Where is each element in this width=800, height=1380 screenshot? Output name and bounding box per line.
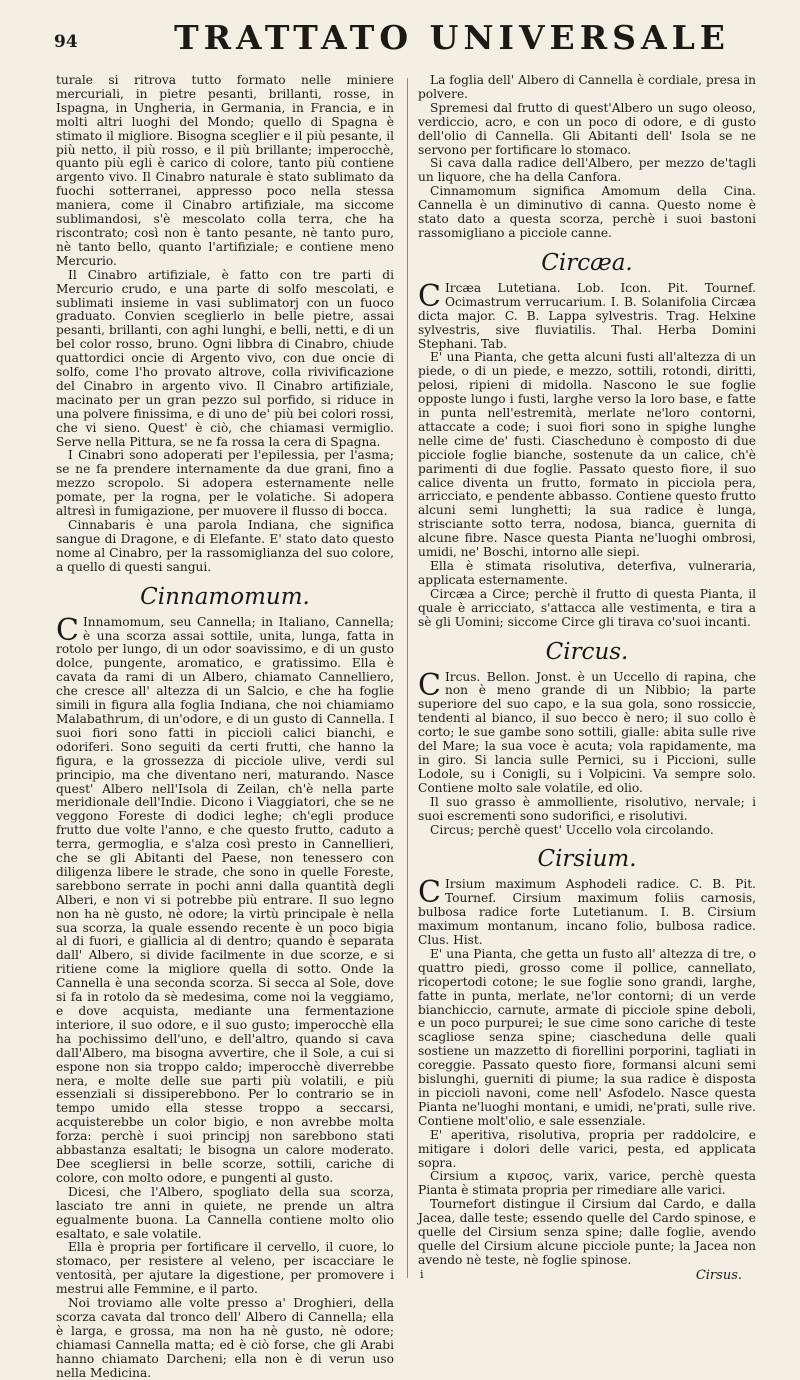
paragraph: Tournefort distingue il Cirsium dal Cardo, e dalla Jacea, dalle teste; essendo quelle del Cardo spinose, e quelle del Cirsium senza spine; dalle foglie, avendo quelle del Cirsium alcune picciole punte; la Jacea non avendo nè teste, nè foglie spinose. [418,1197,756,1267]
paragraph-text: Ircus. Bellon. Jonst. è un Uccello di rapina, che non è meno grande di un Nibbio; la parte superiore del suo capo, e la sua gola, sono rossiccie, tendenti al bianco, il suo becco è nero; il suo collo è corto; le sue gambe sono sottili, gialle: abita sulle rive del Mare; la sua voce è acuta; vola rapidamente, ma in giro. Si lancia sulle Pernici, su i Piccioni, sulle Lodole, su i Conigli, su i Volpicini. Va sempre solo. Contiene molto sale volatile, ed olio. [418,669,756,795]
catchword: Cirsus. [695,1268,742,1283]
section-heading-cirsium: Cirsium. [537,846,637,873]
paragraph: Il Cinabro artifiziale, è fatto con tre parti di Mercurio crudo, e una parte di solfo mescolati, e sublimati insieme in vasi sublimatorj con un fuoco graduato. Convien sceglierlo in belle pietre, assai pesanti, brillanti, con aghi lunghi, e belli, netti, e di un bel color rosso, bruno. Ogni libbra di Cinabro, chiude quattordici oncie di Argento vivo, con due oncie di solfo, come l'ho provato altrove, colla rivivificazione del Cinabro in argento vivo. Il Cinabro artifiziale, macinato per un gran pezzo sul porfido, si riduce in una polvere finissima, e di uno de' più bei colori rossi, che vi sieno. Quest' è ciò, che chiamasi vermiglio. Serve nella Pittura, se ne fa rossa la cera di Spagna. [56,267,394,449]
paragraph: Noi troviamo alle volte presso a' Droghieri, della scorza cavata dal tronco dell' Albero di Cannella; ella è larga, e grossa, ma non ha nè gusto, nè odore; chiamasi Cannella matta; ed è ciò forse, che gli Arabi hanno chiamato Darcheni; ella non è di verun uso nella Medicina. [56,1296,394,1380]
paragraph: Circæa a Circe; perchè il frutto di questa Pianta, il quale è arricciato, s'attacca alle vestimenta, e tira a sè gli Uomini; siccome Circe gli tirava co'suoi incanti. [418,586,756,629]
paragraph: I Cinabri sono adoperati per l'epilessia, per l'asma; se ne fa prendere internamente da due grani, fino a mezzo scropolo. Si adopera esternamente nelle pomate, per la rogna, per le volatiche. Si adopera altresì in fumigazione, per muovere il flusso di bocca. [56,448,394,519]
page-number: 94 [54,32,78,52]
paragraph: E' aperitiva, risolutiva, propria per raddolcire, e mitigare i dolori delle varici, pesta, ed applicata sopra. [418,1127,756,1170]
section-heading-circus: Circus. [545,638,629,665]
running-title: TRATTATO UNIVERSALE [174,18,730,57]
paragraph: Ella è propria per fortificare il cervello, il cuore, lo stomaco, per resistere al veleno, per iscacciare le ventosità, per ajutare la digestione, per promovere i mestrui alle Femmine, e il parto. [56,1240,394,1297]
page-footer [0,1268,800,1288]
drop-cap: C [56,612,79,648]
paragraph: Si cava dalla radice dell'Albero, per mezzo de'tagli un liquore, che ha della Canfora. [418,156,756,185]
left-column [56,73,394,1380]
paragraph-text: Ircæa Lutetiana. Lob. Icon. Pit. Tournef. Ocimastrum verrucarium. I. B. Solanifolia Circæa dicta major. C. B. Lappa sylvestris. Trag. Helxine sylvestris, sive fluviatilis. Thal. Herba Domini Stephani. Tab. [418,280,756,351]
paragraph: Cinnabaris è una parola Indiana, che significa sangue di Dragone, e di Elefante. E' stato dato questo nome al Cinabro, per la rassomiglianza del suo colore, a quello di questi sangui. [56,518,394,574]
paragraph-text: Irsium maximum Asphodeli radice. C. B. Pit. Tournef. Cirsium maximum foliis carnosis, bulbosa radice forte Lutetianum. I. B. Cirsium maximum montanum, incano folio, bulbosa radice. Clus. Hist. [418,877,756,948]
signature-mark: i [420,1268,424,1281]
paragraph: Il suo grasso è ammolliente, risolutivo, nervale; i suoi escrementi sono sudorifici, e risolutivi. [418,794,756,823]
paragraph: E' una Pianta, che getta un fusto all' altezza di tre, o quattro piedi, grosso come il pollice, cannellato, ricopertodi cotone; le sue foglie sono grandi, larghe, fatte in punta, merlate, ne'lor contorni; di un verde bianchiccio, carnute, armate di picciole spine deboli, e un poco purpurei; le sue cime sono cariche di teste scagliose senza spine; ciascheduna delle quali sostiene un mazzetto di fiorellini porporini, tagliati in coreggie. Passato questo fiore, formansi alcuni semi bislunghi, guerniti di piume; la sua radice è disposta in piccioli navoni, come nell' Asfodelo. Nasce questa Pianta ne'luoghi montani, e umidi, ne'prati, sulle rive. Contiene molt'olio, e sale essenziale. [418,946,756,1128]
paragraph: turale si ritrova tutto formato nelle miniere mercuriali, in pietre pesanti, brillanti, rosse, in Ispagna, in Ungheria, in Germania, in Francia, e in molti altri luoghi del Mondo; quello di Spagna è stimato il migliore. Bisogna sceglier e il più pesante, il più netto, il più rosso, e il più brillante; imperocchè, quanto più egli è carico di colore, tanto più contiene argento vivo. Il Cinabro naturale è stato sublimato da fuochi sotterranei, appresso poco nella stessa maniera, come il Cinabro artifiziale, ma siccome sublimandosi, s'è mescolato colla terra, che ha riscontrato; così non è tanto pesante, nè tanto puro, nè tanto bello, quanto l'artifiziale; e contiene meno Mercurio. [56,73,394,268]
paragraph: Dicesi, che l'Albero, spogliato della sua scorza, lasciato tre anni in quiete, ne prende un altra egualmente buona. La Cannella contiene molto olio esaltato, e sale volatile. [56,1184,394,1241]
paragraph: Spremesi dal frutto di quest'Albero un sugo oleoso, verdiccio, acro, e con un poco di odore, e di gusto dell'olio di Cannella. Gli Abitanti dell' Isola se ne servono per fortificare lo stomaco. [418,100,756,157]
section-heading-circaea: Circæa. [541,249,633,276]
drop-cap: C [418,278,441,314]
column-rule [407,78,408,1278]
section-heading-cinnamomum: Cinnamomum. [140,583,310,610]
paragraph: Cirsium a κιρσος, varix, varice, perchè questa Pianta è stimata propria per rimediare alle varici. [418,1169,756,1198]
paragraph: Circus; perchè quest' Uccello vola circolando. [430,822,714,837]
paragraph: Cinnamomum significa Amomum della Cina. Cannella è un diminutivo di canna. Questo nome è stato dato a questa scorza, perchè i suoi bastoni rassomigliano a picciole canne. [418,184,756,240]
paragraph [418,278,756,352]
paragraph: E' una Pianta, che getta alcuni fusti all'altezza di un piede, o di un piede, e mezzo, sottili, rotondi, diritti, pelosi, ripieni di midolla. Nascono le sue foglie opposte lungo i fusti, larghe verso la loro base, e fatte in punta nell'estremità, merlate ne'loro contorni, attaccate a code; i suoi fiori sono in spighe lunghe nelle cime de' fusti. Ciascheduno è composto di due picciole foglie bianche, sostenute da un calice, ch'è parimenti di due foglie. Passato questo fiore, il suo calice diventa un frutto, formato in picciola pera, arricciato, e pendente abbasso. Contiene questo frutto alcuni semi lunghetti; la sua radice è lunga, strisciante sotto terra, nodosa, bianca, guernita di alcune fibre. Nasce questa Pianta ne'luoghi ombrosi, umidi, ne' Boschi, intorno alle siepi. [418,350,756,560]
paragraph [56,612,394,1186]
paragraph: La foglia dell' Albero di Cannella è cordiale, presa in polvere. [418,73,756,101]
paragraph: Ella è stimata risolutiva, deterfiva, vulneraria, applicata esternamente. [418,559,756,587]
paragraph [418,667,756,796]
paragraph [418,875,756,948]
right-column [418,74,756,1294]
drop-cap: C [418,875,441,911]
paragraph-text: Innamomum, seu Cannella; in Italiano, Cannella; è una scorza assai sottile, unita, lunga, fatta in rotolo per lungo, di un odor soavissimo, e di un gusto dolce, pungente, aromatico, e gratissimo. Ella è cavata da rami di un Albero, chiamato Cannelliero, che cresce all' altezza di un Salcio, e che ha foglie simili in figura alla foglia Indiana, che noi chiamiamo Malabathrum, di un'odore, e di un gusto di Cannella. I suoi fiori sono fatti in piccioli calici bianchi, e odoriferi. Sono seguiti da certi frutti, che hanno la figura, e la grossezza di picciole ulive, verdi sul principio, ma che diventano neri, maturando. Nasce quest' Albero nell'Isola di Zeilan, ch'è nella parte meridionale dell'Indie. Dicono i Viaggiatori, che se ne veggono Foreste di dodici leghe; ch'egli produce frutto due volte l'anno, e che questo frutto, caduto a terra, germoglia, e s'alza così presto in Cannellieri, che se gli Abitanti del Paese, non tenessero con diligenza libere le strade, che sono in quelle Foreste, sarebbono serrate in pochi anni dalla quantità degli Alberi, e non vi si potrebbe più entrare. Il suo legno non ha nè gusto, nè odore; la virtù principale è nella sua scorza, la quale essendo recente è un poco bigia al di fuori, e giallicia al di dentro; quando è separata dall' Albero, si divide facilmente in due scorze, e si ritiene come la migliore quella di sotto. Onde la Cannella è una seconda scorza. Si secca al Sole, dove si fa in rotolo da sè medesima, come noi la veggiamo, e dove acquista, mediante una fermentazione interiore, il suo odore, e il suo gusto; imperocchè ella ha pochissimo dell'uno, e dell'altro, quando si cava dall'Albero, ma bisogna avvertire, che il Sole, a cui si espone non sia troppo caldo; imperocchè diverrebbe nera, e molte delle sue parti più volatili, e più essenziali si dissiperebbono. Per lo contrario se in tempo umido ella stesse troppo a seccarsi, acquisterebbe un color bigio, e non avrebbe molta forza: perchè i suoi principj non sarebbono stati abbastanza esaltati; le bisogna un calore moderato. Dee scegliersi in belle scorze, sottili, cariche di colore, con molto odore, e pungenti al gusto. [56,614,394,1185]
drop-cap: C [418,667,441,703]
page-header [42,18,772,62]
